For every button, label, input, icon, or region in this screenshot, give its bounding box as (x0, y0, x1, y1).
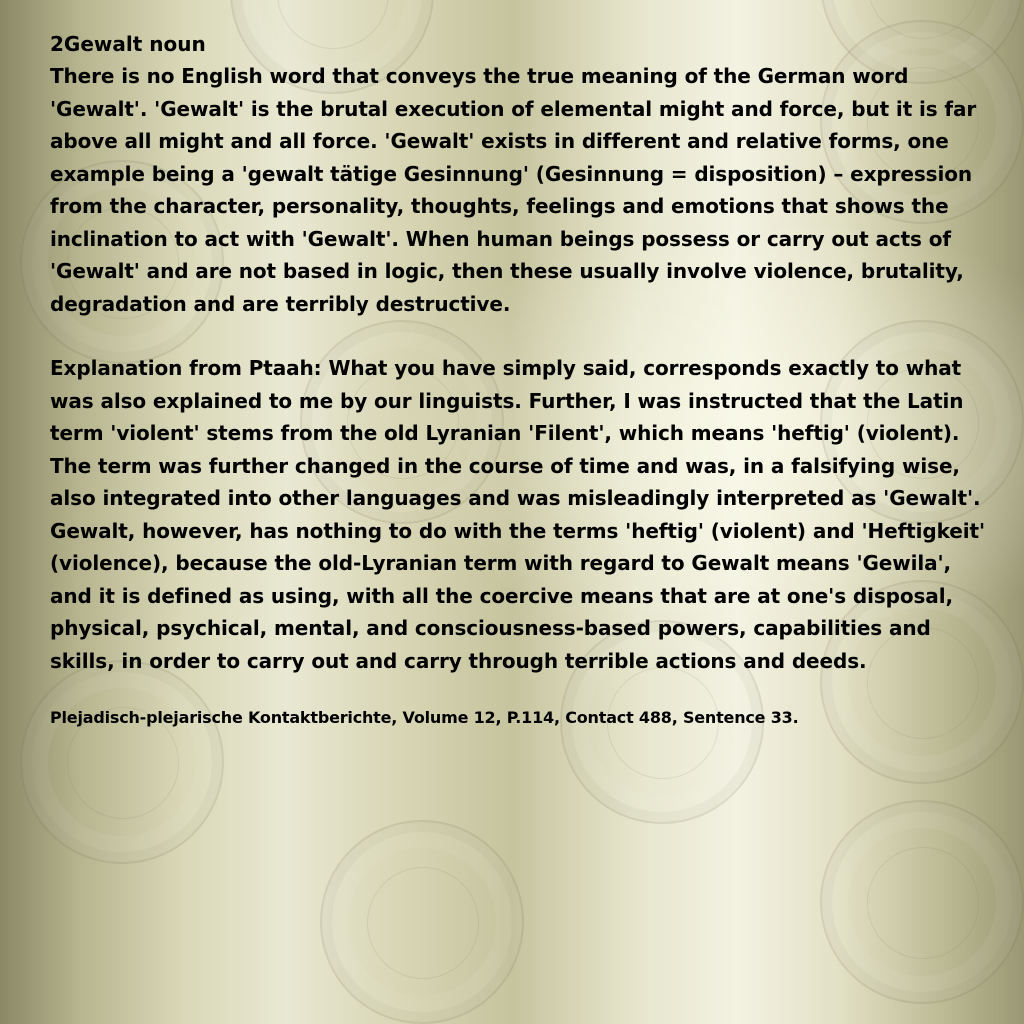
page-title: 2Gewalt noun (50, 32, 206, 56)
watermark-seal (820, 800, 1024, 1004)
watermark-seal (320, 820, 524, 1024)
source-citation: Plejadisch-plejarische Kontaktberichte, Volume 12, P.114, Contact 488, Sentence 33. (50, 708, 799, 727)
document-body (50, 28, 990, 745)
definition-paragraph: There is no English word that conveys the true meaning of the German word 'Gewalt'. 'Gewalt' is the brutal execution of elemental might and force, but it is far above all might and all force. 'Gewalt' exists in different and relative forms, one example being a 'gewalt tätige Gesinnung' (Gesinnung = disposition) – expression from the character, personality, thoughts, feelings and emotions that shows the inclination to act with 'Gewalt'. When human beings possess or carry out acts of 'Gewalt' and are not based in logic, then these usually involve violence, brutality, degradation and are terribly destructive. (50, 64, 977, 316)
paragraph-spacer (50, 320, 990, 352)
explanation-paragraph: Explanation from Ptaah: What you have simply said, corresponds exactly to what was also explained to me by our linguists. Further, I was instructed that the Latin term 'violent' stems from the old Lyranian 'Filent', which means 'heftig' (violent). The term was further changed in the course of time and was, in a falsifying wise, also integrated into other languages and was misleadingly interpreted as 'Gewalt'. Gewalt, however, has nothing to do with the terms 'heftig' (violent) and 'Heftigkeit' (violence), because the old-Lyranian term with regard to Gewalt means 'Gewila', and it is defined as using, with all the coercive means that are at one's disposal, physical, psychical, mental, and consciousness-based powers, capabilities and skills, in order to carry out and carry through terrible actions and deeds. (50, 356, 985, 673)
